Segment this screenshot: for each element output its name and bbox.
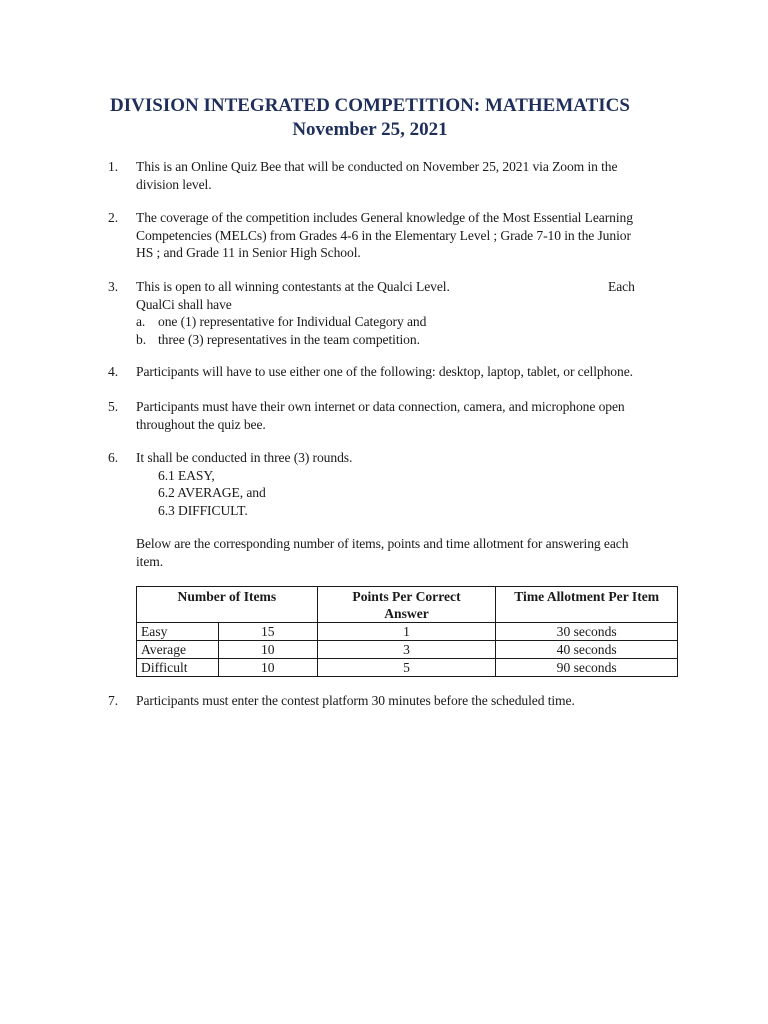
item-line: This is an Online Quiz Bee that will be conducted on November 25, 2021 via Zoom in the <box>136 159 618 174</box>
item-line: This is open to all winning contestants at the Qualci Level. <box>136 279 450 294</box>
item-number: 3. <box>108 279 118 294</box>
item-line: QualCi shall have <box>136 296 232 312</box>
sub-item-text: one (1) representative for Individual Category and <box>158 314 427 329</box>
item-text <box>136 158 681 193</box>
item-line: Competencies (MELCs) from Grades 4-6 in the Elementary Level ; Grade 7-10 in the Junior <box>136 227 631 243</box>
document-title: DIVISION INTEGRATED COMPETITION: MATHEMATICS <box>110 95 630 116</box>
cell-points: 1 <box>317 623 496 641</box>
document-date: November 25, 2021 <box>292 119 448 140</box>
cell-points: 5 <box>317 659 496 677</box>
item-number: 2. <box>108 210 118 225</box>
item-number: 6. <box>108 450 118 465</box>
header-points-line: Answer <box>384 606 429 621</box>
table-row <box>137 623 678 641</box>
round-easy: 6.1 EASY, <box>158 467 215 483</box>
item-line-right: Each <box>608 279 635 294</box>
table-row <box>137 641 678 659</box>
cell-level: Average <box>137 641 219 659</box>
table-row <box>137 659 678 677</box>
cell-level: Easy <box>137 623 219 641</box>
table-intro-line: Below are the corresponding number of items, points and time allotment for answering each <box>136 536 629 551</box>
item-text <box>136 692 681 710</box>
cell-items: 10 <box>218 659 317 677</box>
item-line: division level. <box>136 176 212 192</box>
header-points-per-correct-answer <box>317 587 496 623</box>
cell-time: 90 seconds <box>496 659 678 677</box>
cell-time: 40 seconds <box>496 641 678 659</box>
item-number: 4. <box>108 364 118 379</box>
sub-item-text: three (3) representatives in the team competition. <box>158 331 420 347</box>
cell-time: 30 seconds <box>496 623 678 641</box>
item-line: throughout the quiz bee. <box>136 416 266 432</box>
round-difficult: 6.3 DIFFICULT. <box>158 502 248 518</box>
cell-level: Difficult <box>137 659 219 677</box>
sub-item-marker: b. <box>136 331 146 347</box>
header-time-allotment: Time Allotment Per Item <box>496 587 678 623</box>
cell-points: 3 <box>317 641 496 659</box>
item-number: 5. <box>108 399 118 414</box>
item-text <box>136 363 681 381</box>
item-line: Participants must have their own internet or data connection, camera, and microphone open <box>136 399 625 414</box>
table-intro-line: item. <box>136 553 164 569</box>
item-line: It shall be conducted in three (3) rounds. <box>136 450 353 465</box>
header-points-line: Points Per Correct <box>352 589 461 604</box>
item-number: 7. <box>108 693 118 708</box>
item-line: Participants must enter the contest platform 30 minutes before the scheduled time. <box>136 693 575 708</box>
cell-items: 10 <box>218 641 317 659</box>
sub-item-marker: a. <box>136 314 146 329</box>
cell-items: 15 <box>218 623 317 641</box>
item-text <box>136 398 681 433</box>
header-number-of-items: Number of Items <box>137 587 318 623</box>
round-average: 6.2 AVERAGE, and <box>158 485 266 500</box>
items-points-time-table <box>136 586 678 677</box>
item-line: The coverage of the competition includes General knowledge of the Most Essential Learning <box>136 210 633 225</box>
item-line: Participants will have to use either one of the following: desktop, laptop, tablet, or cellphone. <box>136 364 633 379</box>
item-line: HS ; and Grade 11 in Senior High School. <box>136 245 361 260</box>
table-header-row <box>137 587 678 623</box>
item-text <box>136 209 681 262</box>
item-number: 1. <box>108 159 118 174</box>
